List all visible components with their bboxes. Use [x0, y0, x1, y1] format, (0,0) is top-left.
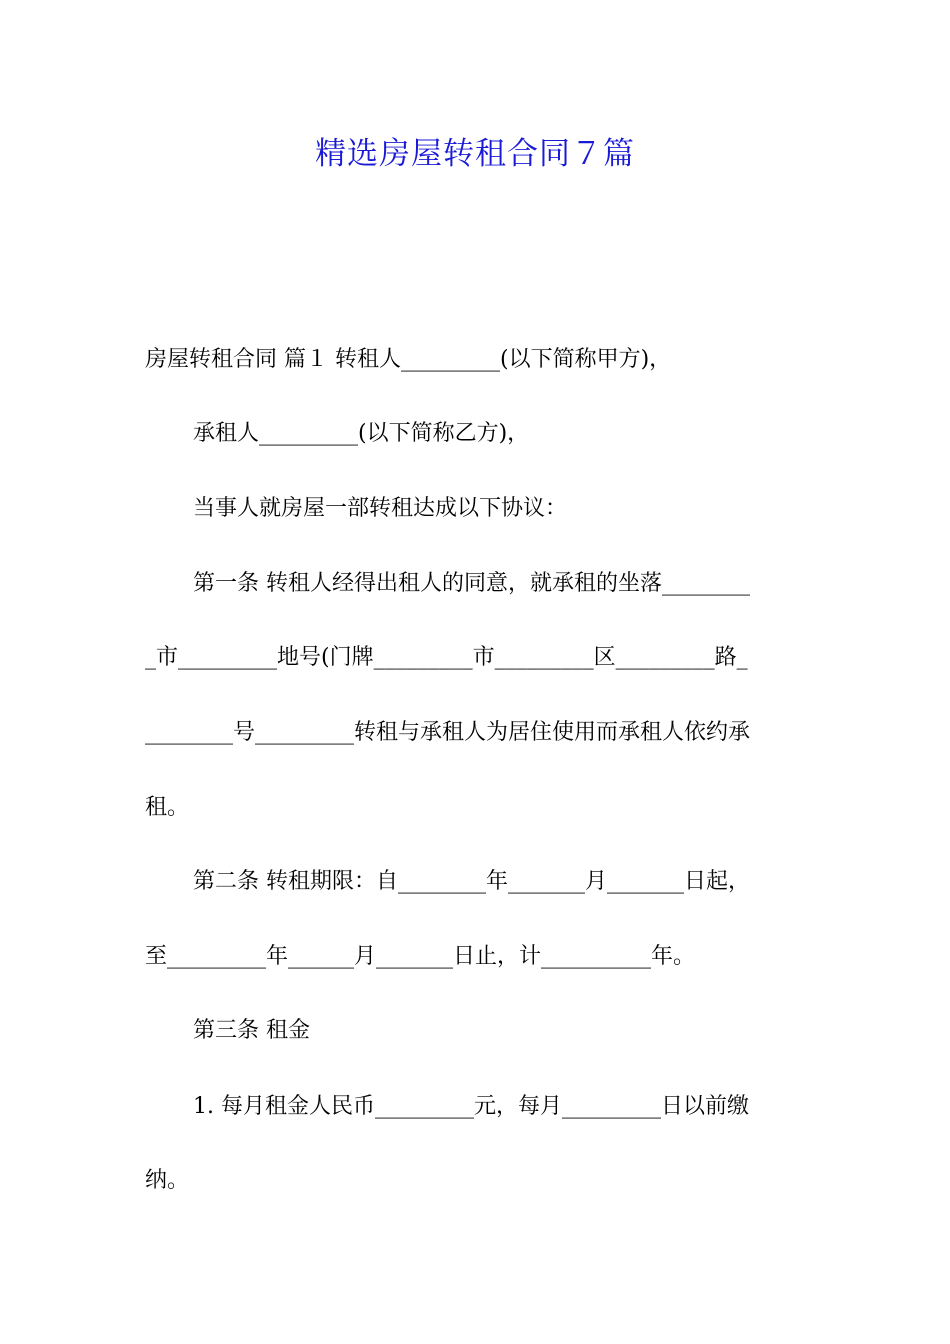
paragraph-line: 房屋转租合同 篇１ 转租人_________(以下简称甲方)， [145, 347, 672, 372]
paragraph-line: 纳。 [145, 1168, 190, 1193]
paragraph-line: 租。 [145, 795, 190, 820]
paragraph-line: 第一条 转租人经得出租人的同意，就承租的坐落________ [193, 571, 750, 596]
paragraph-line: 承租人_________(以下简称乙方)， [193, 421, 530, 446]
paragraph-line: 1. 每月租金人民币_________元，每月_________日以前缴 [193, 1094, 749, 1119]
paragraph-line: ________号_________转租与承租人为居住使用而承租人依约承 [145, 720, 751, 745]
paragraph-line: 至_________年______月_______日止，计__________年。 [145, 944, 696, 969]
paragraph-line: 第二条 转租期限：自________年_______月_______日起， [193, 869, 750, 894]
paragraph-line: _市_________地号(门牌_________市_________区_________路_ [145, 645, 748, 670]
paragraph-line: 第三条 租金 [193, 1018, 310, 1043]
paragraph-line: 当事人就房屋一部转租达成以下协议： [193, 496, 568, 521]
document-title: 精选房屋转租合同７篇 [315, 136, 635, 172]
